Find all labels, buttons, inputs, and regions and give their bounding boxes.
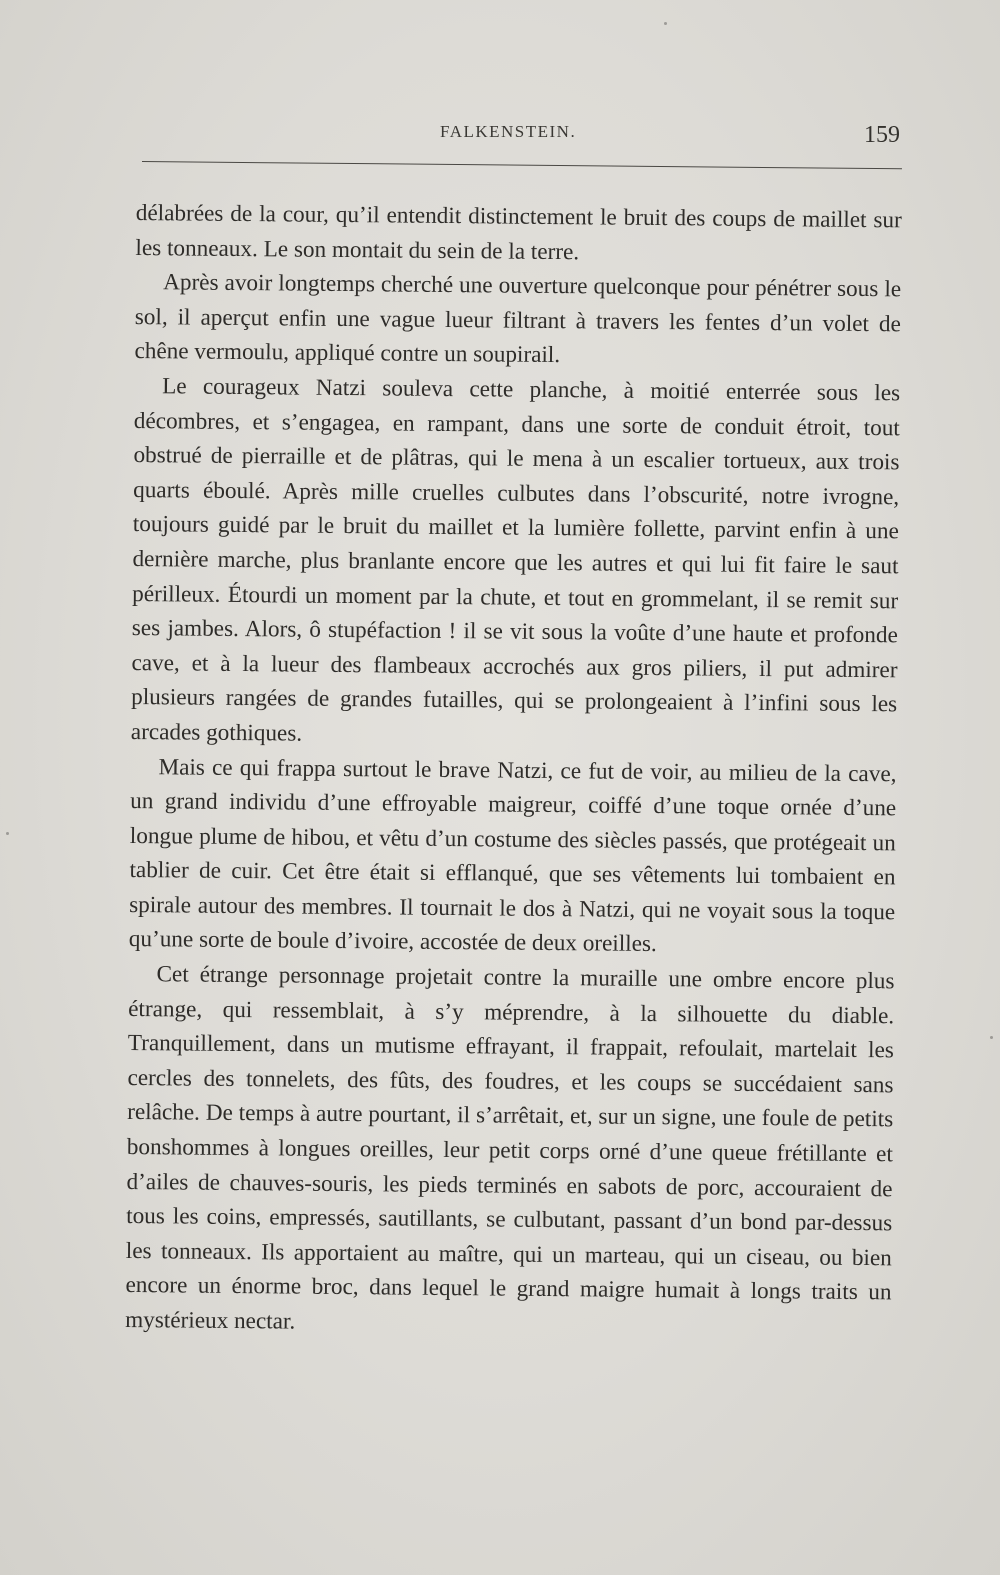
paragraph: Mais ce qui frappa surtout le brave Natzi, ce fut de voir, au milieu de la cave, un grand individu d’une effroyable maigreur, coiffé d’une toque ornée d’une longue plume de hibou, et vêtu d’un costume des siècles passés, que protégeait un tablier de cuir. Cet être était si efflanqué, que ses vêtements lui tombaient en spirale autour des membres. Il tournait le dos à Natzi, qui ne voyait sous la toque qu’une sorte de boule d’ivoire, accostée de deux oreilles. (128, 753, 897, 958)
body-text (125, 196, 902, 1345)
paragraph: Après avoir longtemps cherché une ouverture quelconque pour pénétrer sous le sol, il aperçut enfin une vague lueur filtrant à travers les fentes d’un volet de chêne vermoulu, appliqué contre un soupirail. (134, 269, 902, 369)
page-number: 159 (864, 122, 900, 148)
paragraph: Le courageux Natzi souleva cette planche, à moitié enterrée sous les décombres, et s’engagea, en rampant, dans une sorte de conduit étroit, tout obstrué de pierraille et de plâtras, qui le mena à un escalier tortueux, aux trois quarts éboulé. Après mille cruelles culbutes dans l’obscurité, notre ivrogne, toujours guidé par le bruit du maillet et la lumière follette, parvint enfin à une dernière marche, plus branlante encore que les autres et qui lui fit faire le saut périlleux. Étourdi un moment par la chute, et tout en grommelant, il se remit sur ses jambes. Alors, ô stupéfaction ! il se vit sous la voûte d’une haute et profonde cave, et à la lueur des flambeaux accrochés aux gros piliers, il put admirer plusieurs rangées de grandes futailles, qui se prolongeaient à l’infini sous les arcades gothiques. (130, 373, 901, 747)
paper-speck (664, 22, 667, 25)
running-head (138, 118, 902, 158)
paper-speck (990, 1036, 993, 1039)
paper-speck (6, 832, 9, 835)
paragraph: Cet étrange personnage projetait contre la muraille une ombre encore plus étrange, qui ressemblait, à s’y méprendre, à la silhouette du diable. Tranquillement, dans un mutisme effrayant, il frappait, refoulait, martelait les cercles des tonnelets, des fûts, des foudres, et les coups se succédaient sans relâche. De temps à autre pourtant, il s’arrêtait, et, sur un signe, une foule de petits bonshommes à longues oreilles, leur petit corps orné d’une queue frétillante et d’ailes de chauves-souris, les pieds terminés en sabots de porc, accouraient de tous les coins, empressés, sautillants, se culbutant, passant d’un bond par-dessus les tonneaux. Ils apportaient au maître, qui un marteau, qui un ciseau, ou bien encore un énorme broc, dans lequel le grand maigre humait à longs traits un mystérieux nectar. (125, 961, 895, 1335)
paragraph-continued: délabrées de la cour, qu’il entendit distinctement le bruit des coups de maillet sur les tonneaux. Le son montait du sein de la terre. (135, 199, 902, 265)
header-rule (142, 161, 902, 169)
running-title: FALKENSTEIN. (440, 122, 577, 141)
